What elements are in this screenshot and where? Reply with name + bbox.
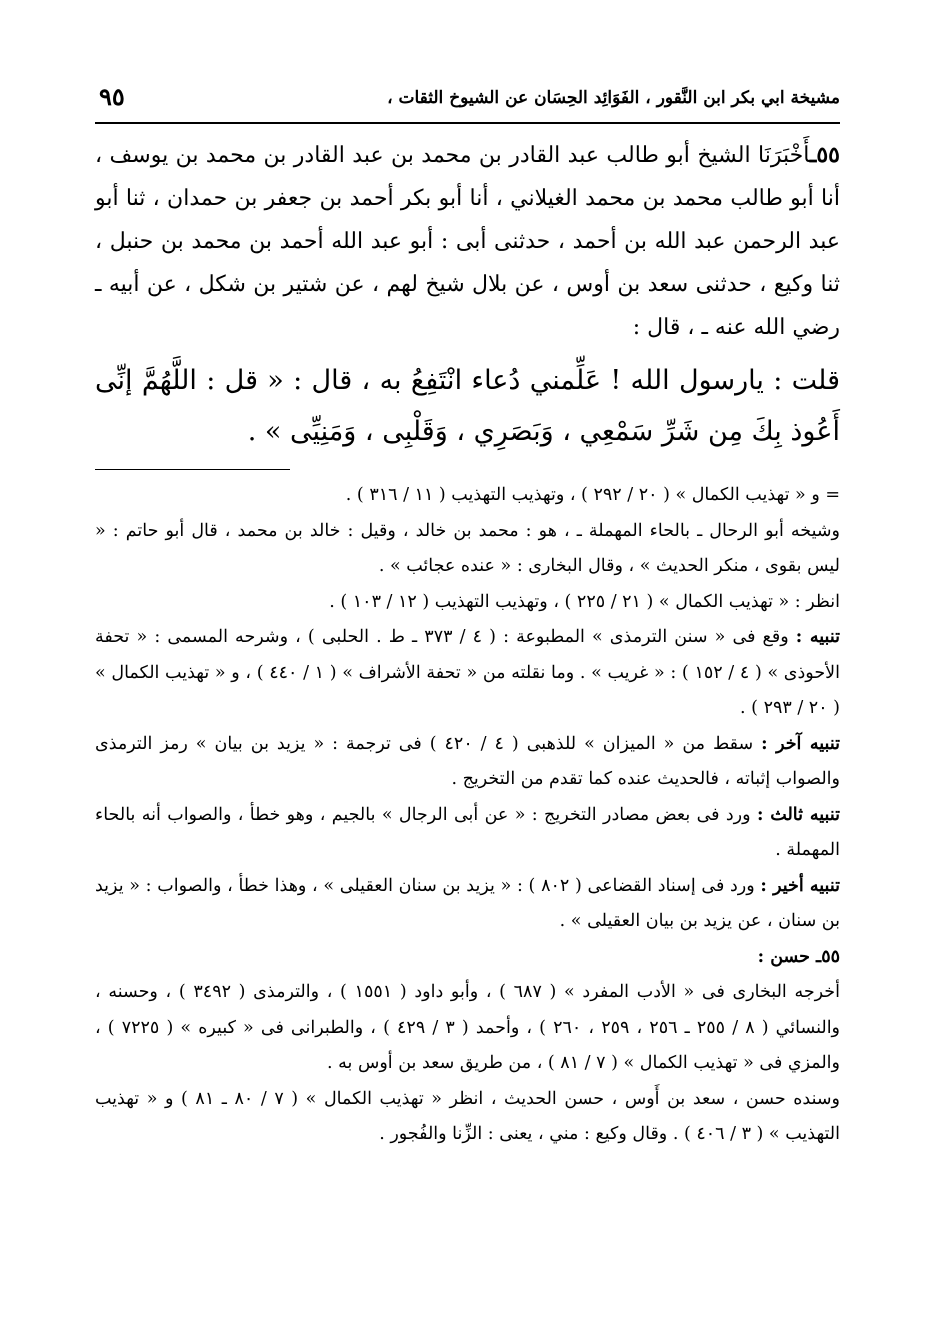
footnote-label: تنبيه ثالث : [756,804,840,825]
footnote-paragraph [95,620,840,727]
footnote-text: ورد فى إسناد القضاعى ( ٨٠٢ ) : « يزيد بن سنان العقيلى » ، وهذا خطأ ، والصواب : « يزيد بن سنان ، عن يزيد بن بيان العقيلى » . [95,875,840,931]
footnote-paragraph [95,514,840,585]
footnote-divider [95,469,290,470]
footnote-text: ورد فى بعض مصادر التخريج : « عن أبى الرجال » بالجيم ، وهو خطأ ، والصواب أنه بالحاء المهملة . [95,804,840,860]
document-page [95,80,840,1153]
footnote-text: وشيخه أبو الرحال ـ بالحاء المهملة ـ ، هو : محمد بن خالد ، وقيل : خالد بن محمد ، قال أبو حاتم : « ليس بقوى ، منكر الحديث » ، وقال البخارى : « عنده عجائب » . [95,520,840,576]
hadith-number: ٥٥ـ [809,142,840,168]
footnote-paragraph [95,478,840,514]
footnote-label: ٥٥ـ حسن : [757,946,840,967]
footnote-paragraph [95,585,840,621]
header-title: مشيخة ابي بكر ابن النَّقور ، الفَوَائِد الحِسَان عن الشيوخ الثقات ، [387,88,840,108]
hadith-isnad-paragraph [95,134,840,349]
footnote-paragraph [95,727,840,798]
footnote-label: تنبيه : [795,627,840,647]
footnote-paragraph [95,1082,840,1153]
footnote-text: سقط من « الميزان » للذهبى ( ٤ / ٤٢٠ ) فى ترجمة : « يزيد بن بيان » رمز الترمذى والصواب إثباته ، فالحديث عنده كما تقدم من التخريج . [95,733,840,789]
footnotes [95,478,840,1153]
footnote-paragraph [95,940,840,976]
footnote-paragraph [95,975,840,1082]
footnote-text: أخرجه البخارى فى « الأدب المفرد » ( ٦٨٧ ) ، وأبو داود ( ١٥٥١ ) ، والترمذى ( ٣٤٩٢ ) ، وحسنه ، والنسائي ( ٨ / ٢٥٥ ـ ٢٥٦ ، ٢٥٩ ، ٢٦٠ ) ، وأحمد ( ٣ / ٤٢٩ ) ، والطبرانى فى « كبيره » ( ٧٢٢٥ ) ، والمزي فى « تهذيب الكمال » ( ٧ / ٨١ ) ، من طريق سعد بن أوس به . [95,982,841,1073]
hadith-isnad: أَخْبَرَنَا الشيخ أبو طالب عبد القادر بن محمد بن عبد القادر بن محمد بن يوسف ، أنا أبو طالب محمد بن محمد الغيلاني ، أنا أبو بكر أحمد بن جعفر بن حمدان ، ثنا أبو عبد الرحمن عبد الله بن أحمد ، حدثنى أبى : أبو عبد الله أحمد بن محمد بن حنبل ، ثنا وكيع ، حدثنى سعد بن أوس ، عن بلال شيخ لهم ، عن شتير بن شكل ، عن أبيه ـ رضي الله عنه ـ ، قال : [95,143,841,340]
footnote-text: وقع فى « سنن الترمذى » المطبوعة : ( ٤ / ٣٧٣ ـ ط . الحلبى ) ، وشرحه المسمى : « تحفة الأحوذى » ( ٤ / ١٥٢ ) : « غريب » . وما نقلته من « تحفة الأشراف » ( ١ / ٤٤٠ ) ، و « تهذيب الكمال » ( ٢٠ / ٢٩٣ ) . [95,627,841,718]
hadith-matn: قلت : يارسول الله ! عَلِّمني دُعاء انْتَفِعُ به ، قال : « قل : اللَّهُمَّ إنِّى أَعُوذ بِكَ مِن شَرِّ سَمْعِي ، وَبَصَرِي ، وَقَلْبِى ، وَمَنِيِّى » . [95,365,840,447]
running-header [95,80,840,124]
footnote-text: وسنده حسن ، سعد بن أَوس ، حسن الحديث ، انظر « تهذيب الكمال » ( ٧ / ٨٠ ـ ٨١ ) و « تهذيب التهذيب » ( ٣ / ٤٠٦ ) . وقال وكيع : مني ، يعنى : الزِّنا والفُجور . [95,1088,840,1144]
footnote-label: تنبيه آخر : [761,733,840,754]
footnote-text: انظر : « تهذيب الكمال » ( ٢١ / ٢٢٥ ) ، وتهذيب التهذيب ( ١٢ / ١٠٣ ) . [329,591,840,612]
footnote-text: = و « تهذيب الكمال » ( ٢٠ / ٢٩٢ ) ، وتهذيب التهذيب ( ١١ / ٣١٦ ) . [345,485,840,505]
footnote-paragraph [95,869,840,940]
page-number: ٩٥ [99,82,125,111]
footnote-label: تنبيه أخير : [760,875,840,896]
footnote-paragraph [95,798,840,869]
